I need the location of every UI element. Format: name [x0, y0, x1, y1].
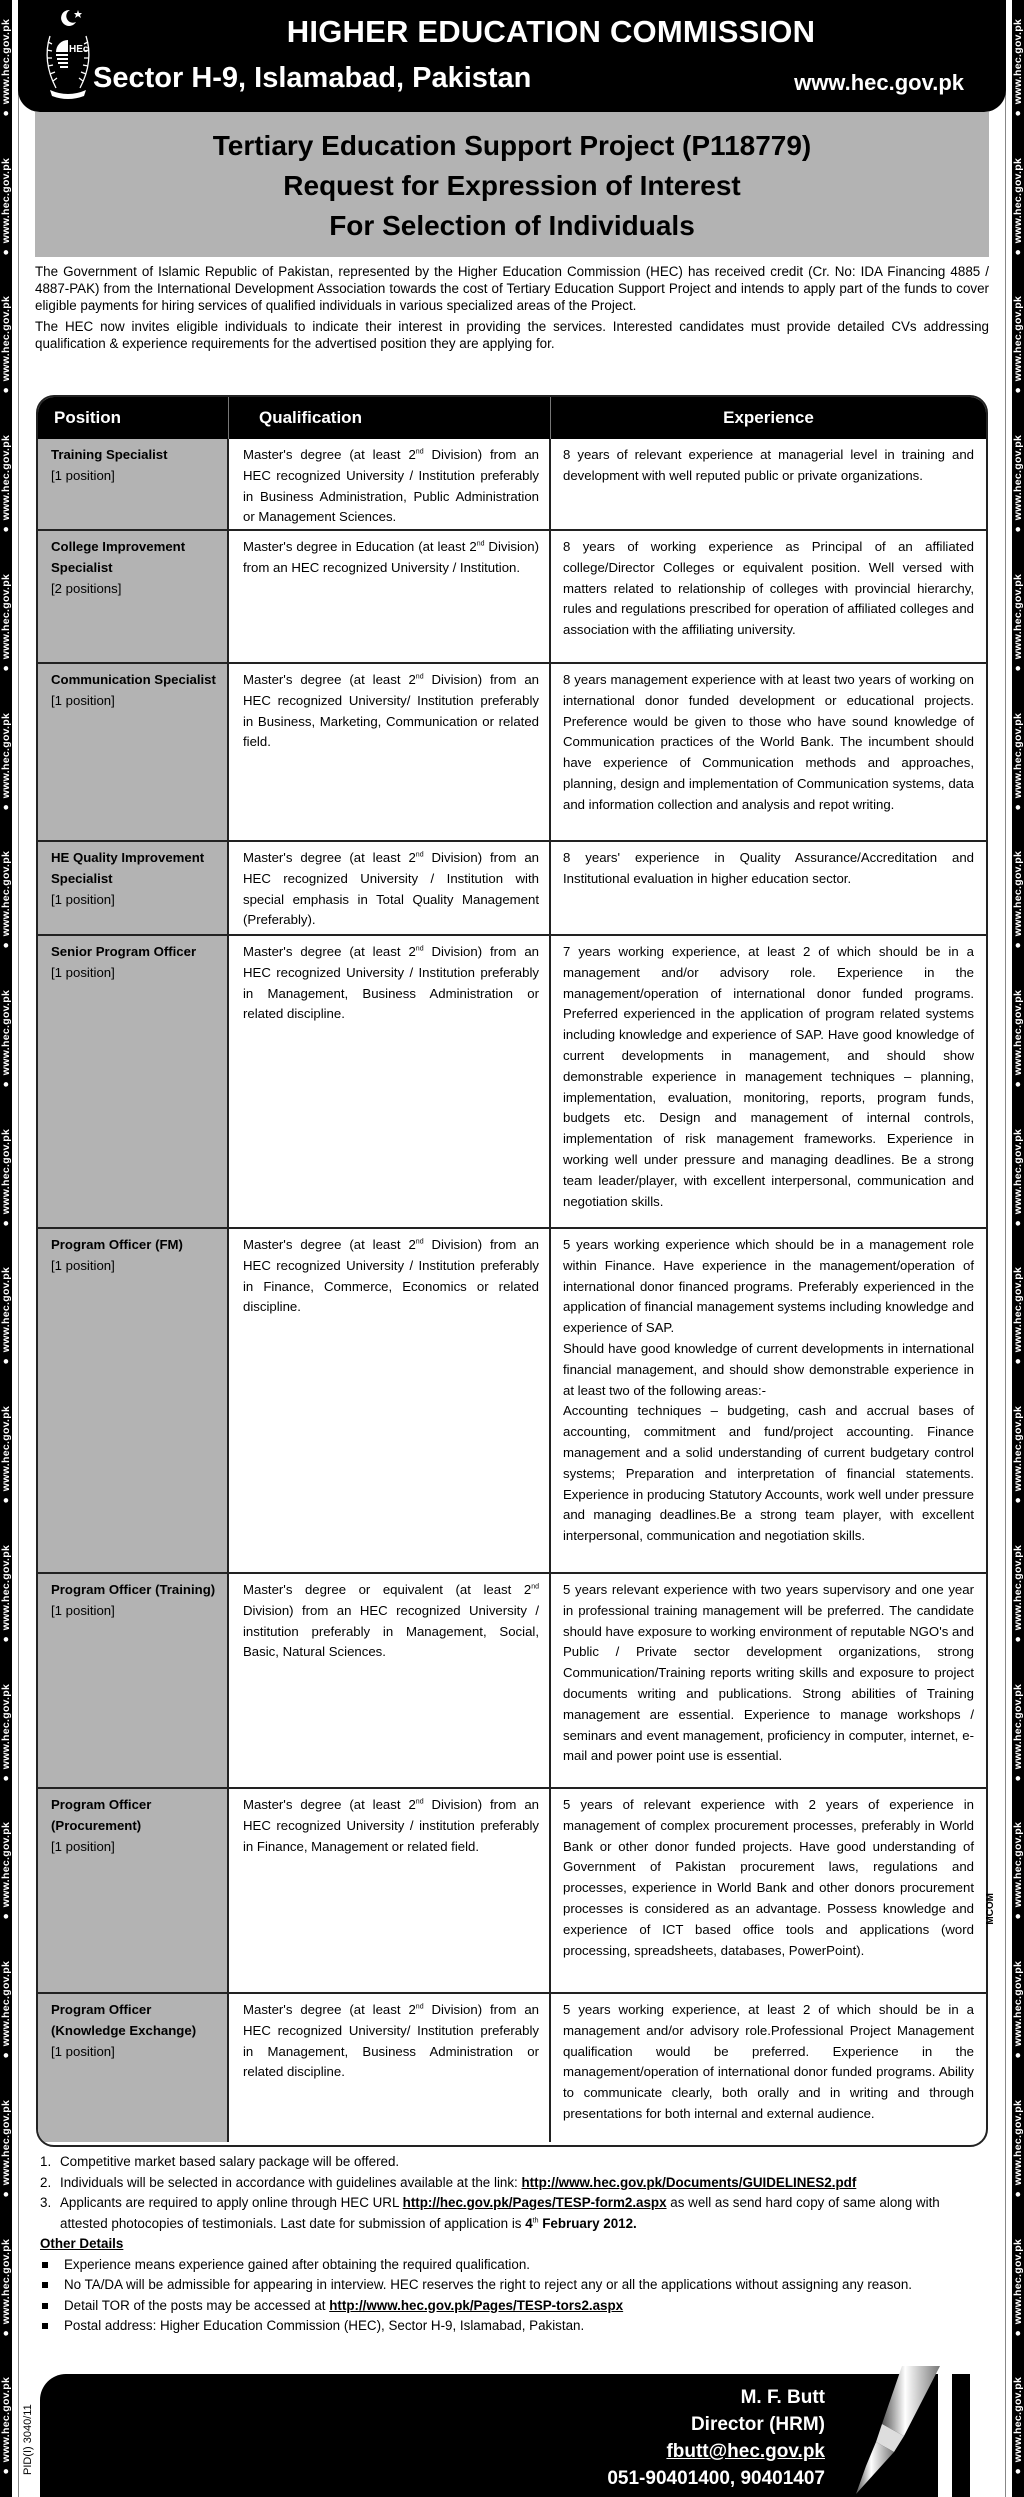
qualification-text: Master's degree (at least 2: [243, 447, 416, 462]
position-count: [2 positions]: [51, 580, 122, 596]
experience-text: 5 years relevant experience with two years supervisory and one year in professional training management will be preferred. The candidate should have exposure to working environment of reputable NGO's and Public / Private sector development organizations, strong Communication/Training reports writing skills and exposure to project documents writing and publications. Strong abilities of Training management are essential. Experience to manage workshops / seminars and event management, proficiency in computer, internet, e-mail and power point use is essential.: [563, 1582, 974, 1764]
experience-text: 5 years working experience which should be in a management role within Finance. Have experience in the management/operation of international donor financed programs. Preferably experienced in the application of financial management systems including knowledge and experience of SAP.: [563, 1237, 974, 1336]
website-watermark: ● www.hec.gov.pk: [0, 1267, 12, 1369]
website-watermark: ● www.hec.gov.pk: [0, 2099, 12, 2201]
website-watermark: ● www.hec.gov.pk: [0, 989, 12, 1091]
header-qualification: Qualification: [229, 397, 551, 439]
website-watermark: ● www.hec.gov.pk: [1012, 18, 1024, 120]
table-row: [38, 1787, 986, 1992]
organization-name: HIGHER EDUCATION COMMISSION: [286, 14, 816, 49]
position-name: Communication Specialist: [51, 672, 216, 687]
request-title: Request for Expression of Interest: [283, 170, 741, 201]
qualification-cell: [229, 1789, 551, 1992]
experience-text: 7 years working experience, at least 2 of which should be in a management and/or advisory role. Experience in the management/operation of international donor funded programs. Preferred experienced in the application of program related systems including knowledge and experience of SAP. Have good knowledge of current developments in management, and should show demonstrable experience in management techniques – planning, implementation, evaluation, monitoring, reports, program funds, budgets etc. Design and management of internal controls, implementation of risk management frameworks. Experience in working well under pressure and managing deadlines. Be a strong team leader/player, with excellent interpersonal, communication and negotiation skills.: [563, 944, 974, 1209]
note-text: Competitive market based salary package will be offered.: [60, 2154, 400, 2169]
positions-table: [36, 395, 988, 2147]
note-item: [40, 2193, 988, 2234]
position-cell: [38, 1574, 229, 1787]
website-watermark: ● www.hec.gov.pk: [1012, 1406, 1024, 1507]
table-row: [38, 439, 986, 529]
website-watermark: ● www.hec.gov.pk: [1012, 435, 1024, 536]
note-link[interactable]: http://hec.gov.pk/Pages/TESP-form2.aspx: [402, 2195, 667, 2210]
ordinal-suffix: nd: [415, 851, 424, 859]
qualification-cell: [229, 1574, 551, 1787]
qualification-cell: [229, 1994, 551, 2142]
title-band: [35, 112, 989, 257]
qualification-text: Master's degree (at least 2: [243, 672, 416, 687]
position-name: Training Specialist: [51, 447, 168, 462]
ordinal-suffix: nd: [415, 1798, 424, 1806]
qualification-text: Master's degree (at least 2: [243, 1797, 416, 1812]
website-watermark: ● www.hec.gov.pk: [0, 1544, 12, 1646]
website-watermark: ● www.hec.gov.pk: [1012, 1961, 1024, 2062]
experience-text-2: Should have good knowledge of current developments in international financial management, and should show demonstrable experience in at least two of the following areas:-: [563, 1340, 974, 1398]
qualification-cell: [229, 842, 551, 934]
position-count: [1 position]: [51, 1602, 115, 1618]
intro-text: [35, 263, 989, 356]
detail-link[interactable]: http://www.hec.gov.pk/Pages/TESP-tors2.aspx: [329, 2297, 624, 2313]
signatory-name: M. F. Butt: [740, 2387, 825, 2408]
detail-text: Postal address: Higher Education Commission (HEC), Sector H-9, Islamabad, Pakistan.: [64, 2318, 585, 2333]
qualification-cell: [229, 531, 551, 662]
experience-cell: [551, 1574, 986, 1787]
square-bullet-icon: [42, 2282, 48, 2288]
ordinal-suffix: nd: [415, 1238, 424, 1246]
note-number: 3.: [40, 2195, 52, 2210]
qualification-text: Master's degree (at least 2: [243, 1237, 416, 1252]
numbered-notes: [40, 2152, 988, 2234]
deadline-month-year: February 2012.: [538, 2215, 637, 2231]
svg-text:HEc: HEc: [69, 44, 89, 55]
qualification-cell: [229, 439, 551, 529]
experience-cell: [551, 439, 986, 529]
experience-text: 8 years of working experience as Principal of an affiliated college/Director Colleges or equivalent position. Well versed with matters related to relationship of colleges with provincial hierarchy, rules and regulations prescribed for operation of affiliated colleges and association with the affiliating university.: [563, 539, 974, 638]
position-count: [1 position]: [51, 467, 115, 483]
table-row: [38, 1227, 986, 1572]
table-row: [38, 1572, 986, 1787]
website-watermark: ● www.hec.gov.pk: [1012, 296, 1024, 398]
note-text: Individuals will be selected in accordance with guidelines available at the link:: [60, 2174, 522, 2190]
detail-item: [40, 2275, 988, 2296]
note-item: [40, 2152, 988, 2173]
position-cell: [38, 842, 229, 934]
other-details-title: Other Details: [40, 2236, 124, 2251]
website-watermark: ● www.hec.gov.pk: [1012, 851, 1024, 953]
detail-item: [40, 2255, 988, 2276]
position-name: Senior Program Officer: [51, 944, 197, 959]
signatory-title: Director (HRM): [690, 2414, 825, 2435]
ordinal-suffix: nd: [476, 540, 485, 548]
agency-code: MCOM: [985, 1893, 996, 1925]
square-bullet-icon: [42, 2303, 48, 2309]
qualification-cell: [229, 664, 551, 840]
position-count: [1 position]: [51, 692, 115, 708]
qualification-text-rest: Division) from an HEC recognized University / Institution with special emphasis in Total Quality Management (Preferably).: [243, 850, 539, 928]
ordinal-suffix: nd: [531, 1583, 539, 1591]
left-website-strip: [0, 0, 12, 2497]
website-watermark: ● www.hec.gov.pk: [1012, 712, 1024, 814]
website-watermark: ● www.hec.gov.pk: [1012, 157, 1024, 259]
website-watermark: ● www.hec.gov.pk: [1012, 2099, 1024, 2201]
website-watermark: ● www.hec.gov.pk: [0, 435, 12, 536]
position-count: [1 position]: [51, 891, 115, 907]
signature-block: [607, 2384, 825, 2492]
square-bullet-icon: [42, 2262, 48, 2268]
ordinal-suffix: nd: [415, 448, 424, 456]
note-number: 1.: [40, 2154, 52, 2169]
table-row: [38, 934, 986, 1227]
note-text: Applicants are required to apply online through HEC URL: [60, 2195, 403, 2210]
position-name: Program Officer (Knowledge Exchange): [51, 2002, 197, 2038]
experience-text-3: Accounting techniques – budgeting, cash and accrual bases of accounting, commitment and fund/project accounting. Finance management and a solid understanding of current budgetary control systems; Preparation and interpretation of financial statements. Experience in producing Statutory Accounts, work well under pressure and managing deadlines.Be a strong team player, with excellent interpersonal, communication and negotiation skills.: [563, 1403, 974, 1544]
qualification-text: Master's degree (at least 2: [243, 2002, 416, 2017]
qualification-text-rest: Division) from an HEC recognized University / Institution preferably in Business Administration, Public Administration or Management Sciences.: [243, 447, 539, 525]
project-title: Tertiary Education Support Project (P118779): [212, 130, 812, 161]
qualification-text: Master's degree (at least 2: [243, 944, 416, 959]
qualification-text: Master's degree or equivalent (at least 2: [243, 1582, 532, 1597]
position-name: College Improvement Specialist: [51, 539, 186, 575]
website-watermark: ● www.hec.gov.pk: [1012, 2238, 1024, 2340]
table-body: [38, 439, 986, 2142]
position-name: HE Quality Improvement Specialist: [51, 850, 205, 886]
website-watermark: ● www.hec.gov.pk: [0, 1406, 12, 1507]
website-watermark: ● www.hec.gov.pk: [1012, 2377, 1024, 2478]
position-cell: [38, 531, 229, 662]
square-bullet-icon: [42, 2323, 48, 2329]
website-watermark: ● www.hec.gov.pk: [0, 573, 12, 675]
qualification-text-rest: Division) from an HEC recognized University/ Institution preferably in Business, Marketing, Communication or related field.: [243, 672, 539, 750]
website-watermark: ● www.hec.gov.pk: [0, 157, 12, 259]
deadline-suffix: th: [532, 2217, 539, 2225]
website-watermark: ● www.hec.gov.pk: [1012, 573, 1024, 675]
header-position: Position: [38, 397, 229, 439]
deadline-day: 4: [525, 2215, 533, 2231]
website-watermark: ● www.hec.gov.pk: [0, 18, 12, 120]
ordinal-suffix: nd: [415, 673, 424, 681]
table-header: [38, 397, 986, 439]
table-row: [38, 662, 986, 840]
position-name: Program Officer (Training): [51, 1582, 216, 1597]
qualification-text-rest: Division) from an HEC recognized University/ Institution preferably in Management, Business Administration or related discipline.: [243, 2002, 539, 2080]
organization-website[interactable]: www.hec.gov.pk: [794, 70, 964, 95]
experience-text: 8 years management experience with at least two years of working on international donor funded development or educational projects. Preference would be given to those who have sound knowledge of Communication practices of the World Bank. The incumbent should have experience of Communication methods and approaches, planning, design and implementation of Communication systems, data and information collection and analysis and repot writing.: [563, 672, 974, 812]
position-name: Program Officer (FM): [51, 1237, 183, 1252]
qualification-cell: [229, 1229, 551, 1572]
table-row: [38, 1992, 986, 2142]
experience-cell: [551, 1789, 986, 1992]
website-watermark: ● www.hec.gov.pk: [1012, 1267, 1024, 1369]
right-website-strip: [1012, 0, 1024, 2497]
notes-section: [40, 2152, 988, 2337]
pid-code: PID(I) 3040/11: [22, 2404, 34, 2476]
website-watermark: ● www.hec.gov.pk: [0, 1961, 12, 2062]
website-watermark: ● www.hec.gov.pk: [0, 296, 12, 398]
experience-cell: [551, 531, 986, 662]
position-count: [1 position]: [51, 1257, 115, 1273]
website-watermark: ● www.hec.gov.pk: [1012, 1544, 1024, 1646]
qualification-text: Master's degree in Education (at least 2: [243, 539, 477, 554]
website-watermark: ● www.hec.gov.pk: [1012, 989, 1024, 1091]
qualification-text: Master's degree (at least 2: [243, 850, 416, 865]
fountain-pen-icon: [842, 2366, 952, 2497]
ordinal-suffix: nd: [415, 945, 424, 953]
detail-text: Detail TOR of the posts may be accessed at: [64, 2297, 330, 2313]
signatory-email[interactable]: fbutt@hec.gov.pk: [666, 2441, 825, 2462]
experience-cell: [551, 1994, 986, 2142]
position-cell: [38, 1994, 229, 2142]
masthead: [18, 0, 1006, 112]
note-item: [40, 2173, 988, 2194]
website-watermark: ● www.hec.gov.pk: [0, 1683, 12, 1785]
website-watermark: ● www.hec.gov.pk: [1012, 1128, 1024, 1230]
experience-text: 8 years' experience in Quality Assurance/Accreditation and Institutional evaluation in higher education sector.: [563, 850, 974, 886]
header-experience: Experience: [723, 408, 814, 427]
experience-cell: [551, 664, 986, 840]
qualification-text-rest: Division) from an HEC recognized University / institution preferably in Management, Social, Basic, Natural Sciences.: [243, 1602, 539, 1660]
organization-address: Sector H-9, Islamabad, Pakistan: [93, 62, 532, 94]
intro-paragraph-1: The Government of Islamic Republic of Pakistan, represented by the Higher Education Commission (HEC) has received credit (Cr. No: IDA Financing 4885 / 4887-PAK) from the International Development Association towards the cost of Tertiary Education Support Project and intends to apply part of the funds to cover eligible payments for hiring services of qualified individuals in various specialized areas of the Project.: [35, 264, 989, 313]
experience-cell: [551, 842, 986, 934]
website-watermark: ● www.hec.gov.pk: [1012, 1822, 1024, 1924]
qualification-text-rest: Division) from an HEC recognized University / institution preferably in Finance, Management or related field.: [243, 1797, 539, 1854]
signature-band: [40, 2374, 970, 2497]
qualification-text-rest: Division) from an HEC recognized University / Institution.: [243, 539, 539, 575]
position-cell: [38, 936, 229, 1227]
signatory-phone: 051-90401400, 90401407: [607, 2468, 825, 2489]
position-count: [1 position]: [51, 964, 115, 980]
website-watermark: ● www.hec.gov.pk: [0, 851, 12, 953]
experience-text: 5 years working experience, at least 2 of which should be in a management and/or advisory role.Professional Project Management qualification would be preferred. Experience in the management/operation of international donor funded programs. Ability to communicate clearly, both orally and in writing and through presentations for both internal and external audience.: [563, 2002, 974, 2121]
position-count: [1 position]: [51, 2043, 115, 2059]
detail-text: No TA/DA will be admissible for appearing in interview. HEC reserves the right to reject any or all the applications without assigning any reason.: [64, 2277, 913, 2292]
website-watermark: ● www.hec.gov.pk: [0, 1822, 12, 1924]
position-count: [1 position]: [51, 1838, 115, 1854]
detail-item: [40, 2316, 988, 2337]
qualification-cell: [229, 936, 551, 1227]
table-row: [38, 529, 986, 662]
other-details-list: [40, 2255, 988, 2337]
table-row: [38, 840, 986, 934]
qualification-text-rest: Division) from an HEC recognized University / Institution preferably in Finance, Commerce, Economics or related discipline.: [243, 1237, 539, 1315]
selection-title: For Selection of Individuals: [329, 210, 695, 241]
experience-cell: [551, 1229, 986, 1572]
position-cell: [38, 1229, 229, 1572]
website-watermark: ● www.hec.gov.pk: [0, 712, 12, 814]
detail-text: Experience means experience gained after obtaining the required qualification.: [64, 2256, 530, 2272]
position-cell: [38, 664, 229, 840]
note-number: 2.: [40, 2174, 52, 2190]
position-cell: [38, 1789, 229, 1992]
website-watermark: ● www.hec.gov.pk: [0, 2238, 12, 2340]
experience-text: 8 years of relevant experience at managerial level in training and development with well reputed public or private organizations.: [563, 447, 974, 483]
ordinal-suffix: nd: [415, 2003, 424, 2011]
note-link[interactable]: http://www.hec.gov.pk/Documents/GUIDELINES2.pdf: [521, 2174, 857, 2190]
position-cell: [38, 439, 229, 529]
website-watermark: ● www.hec.gov.pk: [1012, 1683, 1024, 1785]
experience-cell: [551, 936, 986, 1227]
position-name: Program Officer (Procurement): [51, 1797, 152, 1833]
website-watermark: ● www.hec.gov.pk: [0, 2377, 12, 2478]
qualification-text-rest: Division) from an HEC recognized University / Institution preferably in Management, Business Administration or related discipline.: [243, 944, 539, 1022]
website-watermark: ● www.hec.gov.pk: [0, 1128, 12, 1230]
detail-item: [40, 2296, 988, 2317]
intro-paragraph-2: The HEC now invites eligible individuals to indicate their interest in providing the services. Interested candidates must provide detailed CVs addressing qualification & experience requirements for the advertised position they are applying for.: [35, 319, 989, 351]
note-text-after: as well as send hard copy of same along with attested photocopies of testimonials. Last date for submission of application is: [60, 2195, 940, 2231]
experience-text: 5 years of relevant experience with 2 years of experience in management of complex procurement processes, preferably in World Bank or other donor funded projects. Have good understanding of Government of Pakistan procurement laws, regulations and processes, experience in World Bank and other donors procurement processes is considered as an advantage. Possess knowledge and experience of ICT based office tools and applications (word processing, spreadsheets, databases, PowerPoint).: [563, 1797, 974, 1958]
